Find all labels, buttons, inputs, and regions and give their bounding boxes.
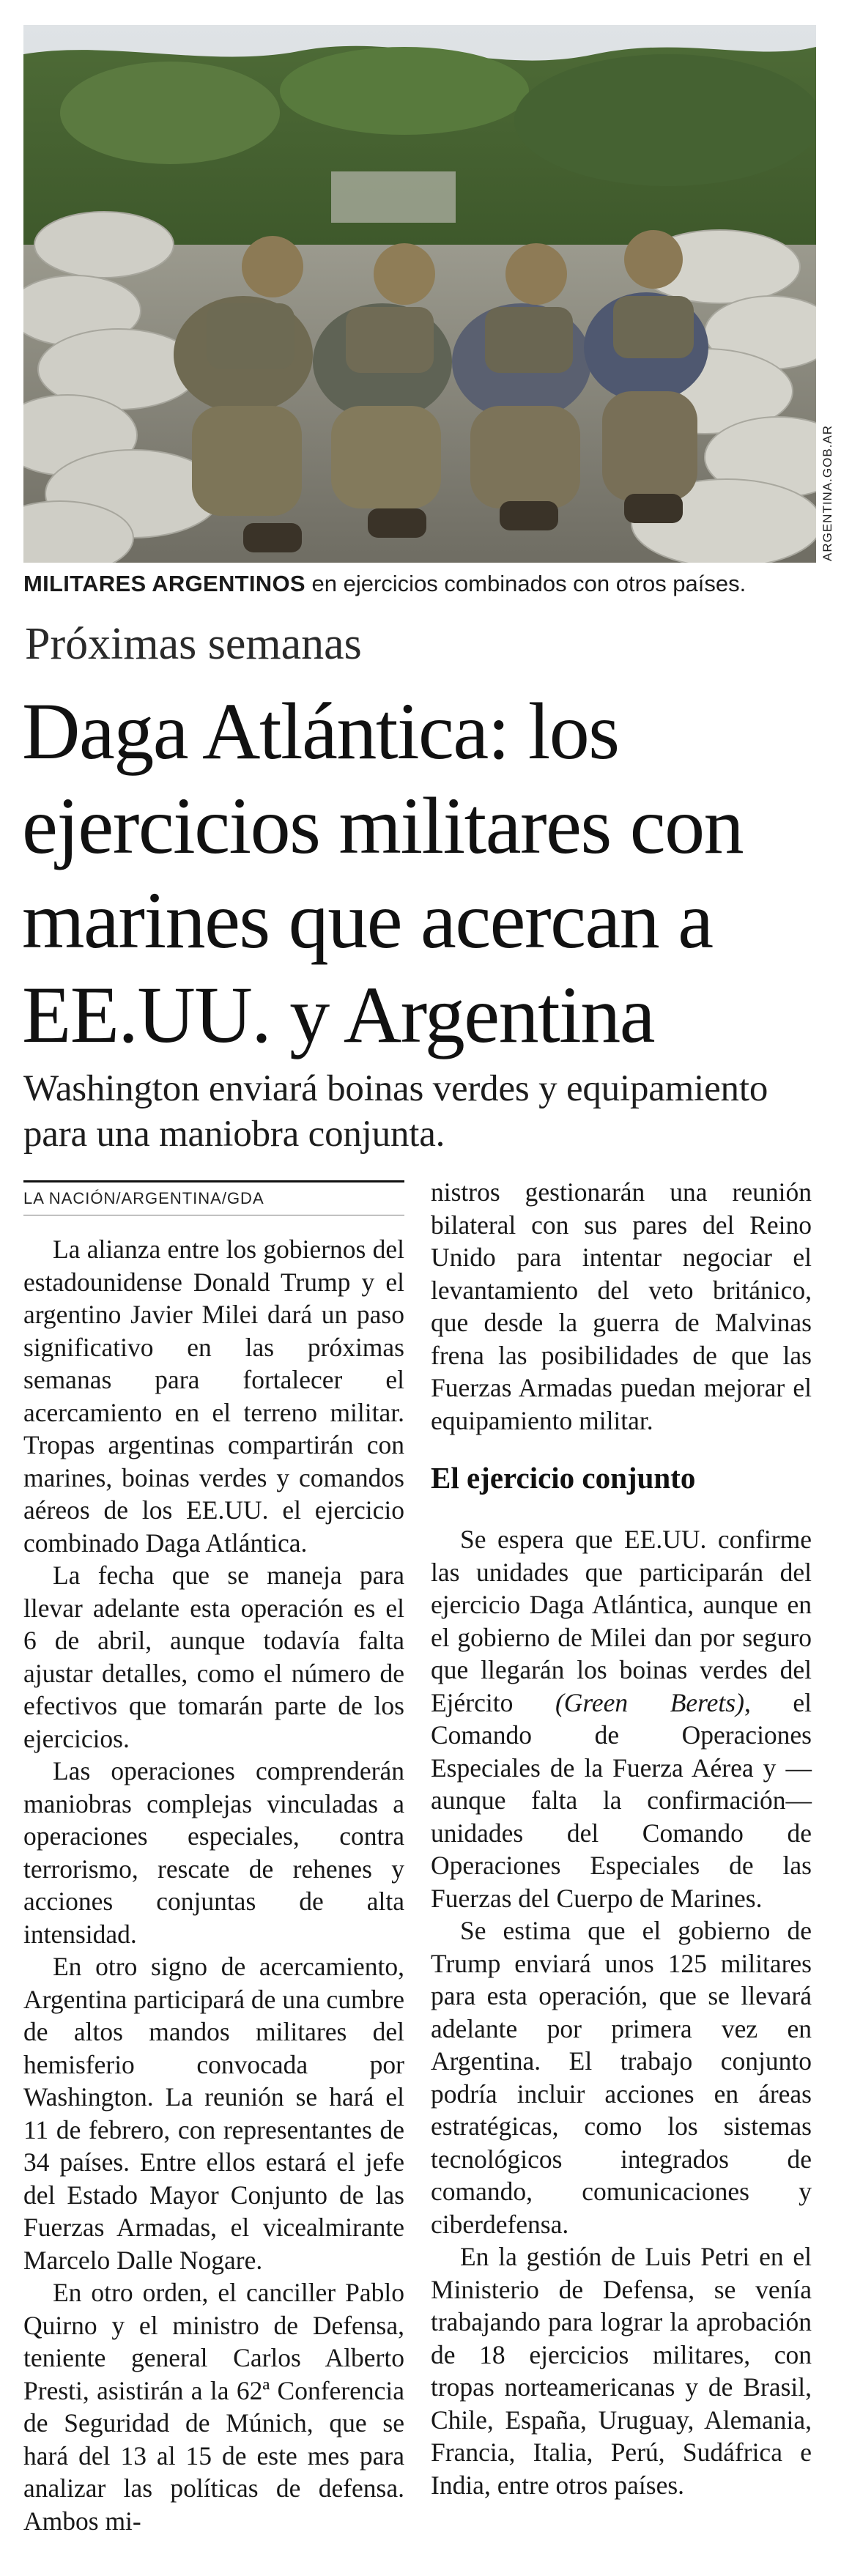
body-paragraph-continued: nistros gestionarán una reunión bilateral con sus pares del Reino Unido para intentar negociar el levantamiento del veto británico, que desde la guerra de Malvinas frena las posibilidades de que las Fuerzas Armadas puedan mejorar el equipamiento militar.	[431, 1177, 812, 1435]
body-paragraph: La alianza entre los gobiernos del estadounidense Donald Trump y el argentino Javier Milei dará un paso significativo en las próximas semanas para fortalecer el acercamiento en el terreno militar. Tropas argentinas compartirán con marines, boinas verdes y comandos aéreos de los EE.UU. el ejercicio combinado Daga Atlántica.	[23, 1235, 404, 1558]
deck: Washington enviará boinas verdes y equipamiento para una maniobra conjunta.	[23, 1068, 768, 1155]
subheading: El ejercicio conjunto	[431, 1461, 696, 1495]
body-text: Se espera que EE.UU. confirme las unidades que participarán del ejercicio Daga Atlántica, aunque en el gobierno de Milei dan por seguro que llegarán los boinas verdes del Ejército	[431, 1525, 812, 1717]
byline: LA NACIÓN/ARGENTINA/GDA	[23, 1189, 264, 1207]
body-paragraph: Las operaciones comprenderán maniobras complejas vinculadas a operaciones especiales, contra terrorismo, rescate de rehenes y acciones conjuntas de alta intensidad.	[23, 1756, 404, 1949]
body-paragraph: En otro signo de acercamiento, Argentina participará de una cumbre de altos mandos militares del hemisferio convocada por Washington. La reunión se hará el 11 de febrero, con representantes de 34 países. Entre ellos estará el jefe del Estado Mayor Conjunto de las Fuerzas Armadas, el vicealmirante Marcelo Dalle Nogare.	[23, 1952, 404, 2275]
caption-lead: MILITARES ARGENTINOS	[23, 571, 305, 596]
soldiers-photo-illustration	[23, 25, 816, 563]
headline: Daga Atlántica: los ejercicios militares con marines que acercan a EE.UU. y Argentina	[22, 686, 744, 1059]
caption-text: en ejercicios combinados con otros países.	[305, 571, 746, 596]
body-paragraph	[431, 1523, 812, 1914]
body-paragraph: Se estima que el gobierno de Trump enviará unos 125 militares para esta operación, que se llevará adelante por primera vez en Argentina. El trabajo conjunto podría incluir acciones en áreas estratégicas, como los sistemas tecnológicos integrados de comando, comunicaciones y ciberdefensa.	[431, 1916, 812, 2239]
body-paragraph: En otro orden, el canciller Pablo Quirno y el ministro de Defensa, teniente general Carlos Alberto Presti, asistirán a la 62ª Conferencia de Seguridad de Múnich, que se hará del 13 al 15 de este mes para analizar las políticas de defensa. Ambos mi-	[23, 2278, 404, 2536]
article-photo	[23, 25, 816, 563]
kicker: Próximas semanas	[25, 619, 362, 669]
body-paragraph: En la gestión de Luis Petri en el Ministerio de Defensa, se venía trabajando para lograr la aprobación de 18 ejercicios militares, con tropas norteamericanas y de Brasil, Chile, España, Uruguay, Alemania, Francia, Italia, Perú, Sudáfrica e India, entre otros países.	[431, 2242, 812, 2500]
byline-rule	[23, 1180, 404, 1182]
body-column-right	[431, 1176, 812, 2501]
body-text-italic: (Green Berets)	[555, 1687, 744, 1717]
body-paragraph: La fecha que se maneja para llevar adelante esta operación es el 6 de abril, aunque todavía falta ajustar detalles, como el número de efectivos que tomarán parte de los ejercicios.	[23, 1561, 404, 1753]
body-column-left	[23, 1176, 404, 2537]
photo-credit: ARGENTINA.GOB.AR	[820, 424, 834, 561]
body-text: , el Comando de Operaciones Especiales de la Fuerza Aérea y —aunque falta la confirmación— unidades del Comando de Operaciones Especiales de las Fuerzas del Cuerpo de Marines.	[431, 1687, 812, 1913]
photo-caption	[23, 570, 816, 598]
clearing	[331, 171, 456, 223]
